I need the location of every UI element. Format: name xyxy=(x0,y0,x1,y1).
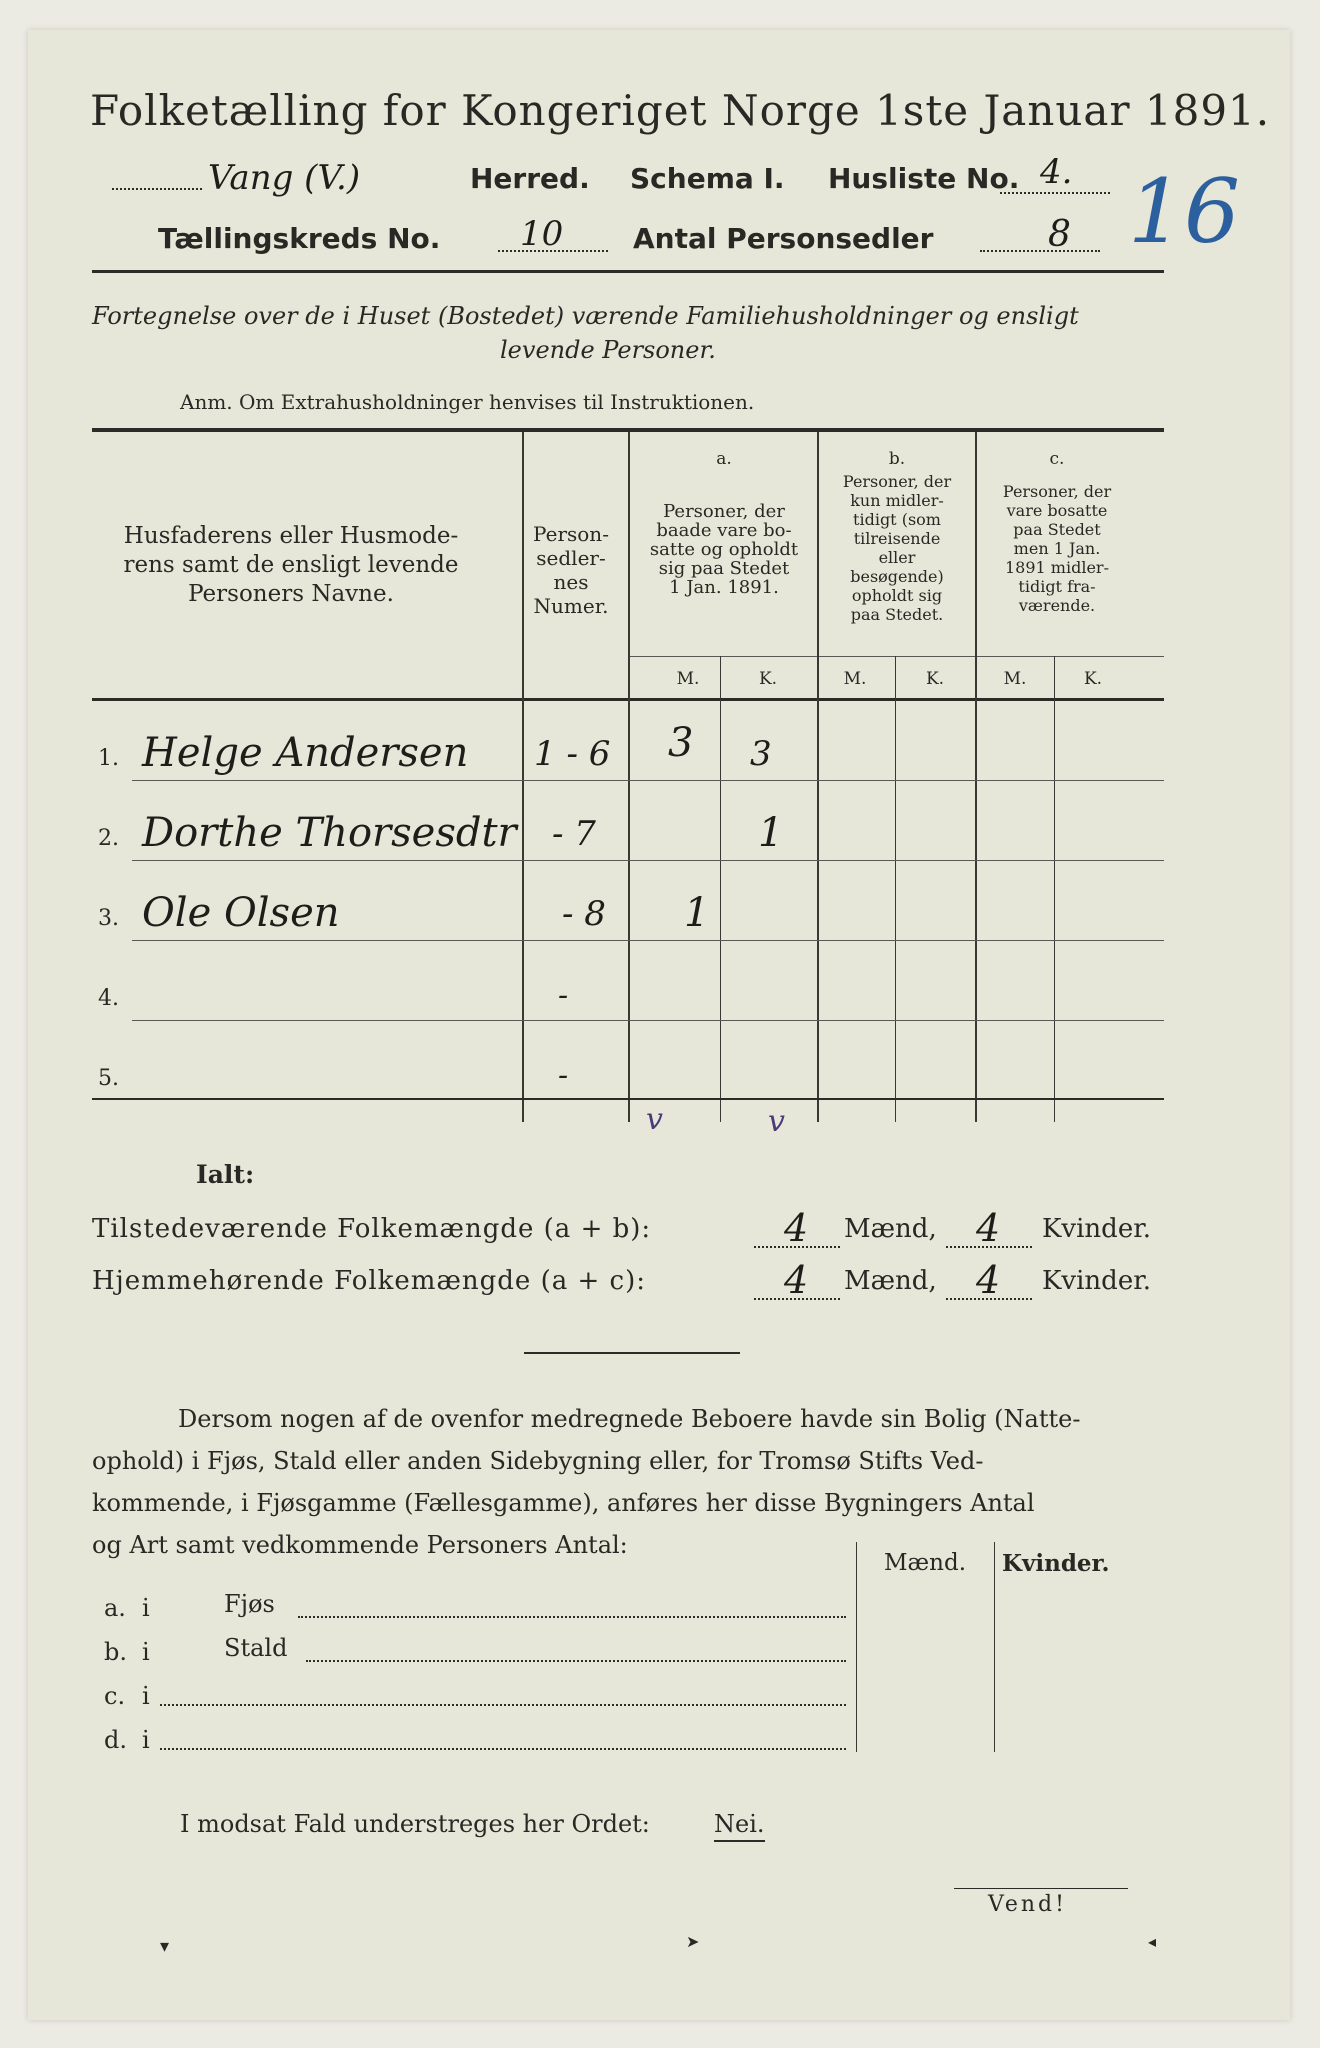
herred-label: Herred. xyxy=(470,162,590,195)
modsat-fald-text: I modsat Fald understreges her Ordet: xyxy=(180,1810,650,1838)
husliste-dotted-line xyxy=(1000,192,1110,194)
building-b-dotted xyxy=(306,1660,846,1662)
row-4-line xyxy=(132,1020,1164,1021)
herred-dotted-line xyxy=(112,188,202,190)
building-b-i: i xyxy=(142,1638,150,1666)
antal-dotted-line xyxy=(980,250,1100,252)
col-divider-c xyxy=(975,432,977,1122)
col-divider-b xyxy=(817,432,819,1122)
vend-text: Vend! xyxy=(988,1892,1067,1917)
intro-line-2: levende Personer. xyxy=(500,336,716,364)
row-1-line xyxy=(132,780,1164,781)
buildings-kvinder-head: Kvinder. xyxy=(1002,1550,1110,1577)
tick-mark-a: v xyxy=(646,1102,663,1137)
census-form-page xyxy=(28,30,1290,2020)
row-2-number: 2. xyxy=(98,826,119,851)
col-head-a-letter: a. xyxy=(716,449,732,469)
col-head-b: Personer, der kun midler- tidigt (som tilreisende eller besøgende) opholdt sig paa Stedet. xyxy=(842,472,952,624)
building-a-label: Fjøs xyxy=(224,1590,275,1618)
col-divider-a xyxy=(628,432,630,1122)
tick-mark-b: v xyxy=(768,1104,785,1139)
col-a-k-label: K. xyxy=(758,669,778,689)
col-head-c: Personer, der vare bosatte paa Stedet men 1 Jan. 1891 midler- tidigt fra- værende. xyxy=(1002,482,1112,615)
nei-word: Nei. xyxy=(714,1810,765,1842)
building-c-i: i xyxy=(142,1682,150,1710)
print-mark-center: ➤ xyxy=(686,1932,700,1951)
anm-note: Anm. Om Extrahusholdninger henvises til Instruktionen. xyxy=(180,390,755,414)
col-head-a: Personer, der baade vare bo- satte og opholdt sig paa Stedet 1 Jan. 1891. xyxy=(649,501,799,598)
buildings-divider-2 xyxy=(994,1542,995,1752)
row-3-numer: - 8 xyxy=(562,894,606,934)
tilst-maend-label: Mænd, xyxy=(844,1214,937,1244)
row-5-numer: - xyxy=(558,1058,569,1093)
building-a-letter: a. xyxy=(104,1594,126,1622)
print-mark-right: ◂ xyxy=(1148,1932,1157,1951)
col-divider-a-mk xyxy=(720,656,721,1122)
separator-rule xyxy=(524,1352,740,1354)
row-5-number: 5. xyxy=(98,1066,119,1091)
header-rule xyxy=(92,270,1164,273)
row-3-number: 3. xyxy=(98,906,119,931)
form-title: Folketælling for Kongeriget Norge 1ste Januar 1891. xyxy=(90,86,1271,135)
table-bottom-rule xyxy=(92,1098,1164,1100)
building-d-i: i xyxy=(142,1726,150,1754)
row-2-numer: - 7 xyxy=(552,814,596,854)
schema-label: Schema I. xyxy=(630,162,785,195)
hjem-maend-label: Mænd, xyxy=(844,1266,937,1296)
vend-rule xyxy=(954,1888,1128,1889)
buildings-maend-head: Mænd. xyxy=(884,1550,967,1576)
sidebygning-paragraph: Dersom nogen af de ovenfor medregnede Beboere havde sin Bolig (Natte- ophold) i Fjøs, Stald eller anden Sidebygning eller, for Tromsø Stifts Ved- kommende, i Fjøsgamme (Fællesgamme), anføres her disse Bygningers Antal og Art samt vedkommende Personers Antal: xyxy=(92,1405,1081,1559)
hjemmehorende-label: Hjemmehørende Folkemængde (a + c): xyxy=(92,1266,646,1296)
row-3-line xyxy=(132,940,1164,941)
ialt-label: Ialt: xyxy=(196,1160,255,1189)
building-b-letter: b. xyxy=(104,1638,127,1666)
row-1-a-m: 3 xyxy=(668,720,694,766)
husliste-handwritten: 4. xyxy=(1040,152,1073,192)
tilst-kvinder-value: 4 xyxy=(976,1206,1001,1250)
col-head-names: Husfaderens eller Husmode- rens samt de ensligt levende Personers Navne. xyxy=(123,523,459,607)
col-head-b-letter: b. xyxy=(888,449,906,469)
hjem-kvinder-value: 4 xyxy=(976,1258,1001,1302)
tilst-kvinder-label: Kvinder. xyxy=(1042,1214,1152,1244)
kreds-label: Tællingskreds No. xyxy=(158,222,441,255)
kreds-handwritten: 10 xyxy=(520,214,564,254)
row-4-number: 4. xyxy=(98,986,119,1011)
col-head-numer: Person- sedler- nes Numer. xyxy=(533,522,609,618)
col-divider-b-mk xyxy=(895,656,896,1122)
row-3-a-m: 1 xyxy=(684,890,710,936)
row-2-name: Dorthe Thorsesdtr xyxy=(142,810,517,856)
buildings-divider-1 xyxy=(856,1542,857,1752)
col-c-m-label: M. xyxy=(1003,669,1027,689)
mk-header-rule xyxy=(629,656,1164,657)
building-d-letter: d. xyxy=(104,1726,127,1754)
col-b-k-label: K. xyxy=(925,669,945,689)
intro-line-1: Fortegnelse over de i Huset (Bostedet) værende Familiehusholdninger og ensligt xyxy=(92,302,1079,330)
building-d-dotted xyxy=(160,1748,846,1750)
building-a-i: i xyxy=(142,1594,150,1622)
row-1-numer: 1 - 6 xyxy=(534,734,611,774)
margin-number-blue: 16 xyxy=(1128,160,1240,263)
col-divider-c-mk xyxy=(1054,656,1055,1122)
row-2-a-k: 1 xyxy=(758,810,784,856)
tilst-maend-value: 4 xyxy=(784,1206,809,1250)
building-a-dotted xyxy=(298,1616,846,1618)
building-c-dotted xyxy=(160,1704,846,1706)
antal-label: Antal Personsedler xyxy=(633,222,934,255)
hjem-maend-value: 4 xyxy=(784,1258,809,1302)
col-b-m-label: M. xyxy=(843,669,867,689)
building-c-letter: c. xyxy=(104,1682,126,1710)
herred-handwritten: Vang (V.) xyxy=(208,158,361,198)
building-b-label: Stald xyxy=(224,1634,288,1662)
antal-handwritten: 8 xyxy=(1048,214,1071,255)
tilstedevaerende-label: Tilstedeværende Folkemængde (a + b): xyxy=(92,1214,652,1244)
hjem-kvinder-label: Kvinder. xyxy=(1042,1266,1152,1296)
row-4-numer: - xyxy=(558,978,569,1013)
row-1-a-k: 3 xyxy=(750,734,772,774)
col-c-k-label: K. xyxy=(1083,669,1103,689)
row-3-name: Ole Olsen xyxy=(142,890,340,936)
row-1-number: 1. xyxy=(98,746,119,771)
col-head-c-letter: c. xyxy=(1049,449,1065,469)
col-a-m-label: M. xyxy=(676,669,700,689)
col-divider-numer xyxy=(522,432,524,1122)
row-2-line xyxy=(132,860,1164,861)
print-mark-left: ▾ xyxy=(160,1936,170,1957)
husliste-label: Husliste No. xyxy=(828,162,1020,195)
row-1-name: Helge Andersen xyxy=(142,730,469,776)
